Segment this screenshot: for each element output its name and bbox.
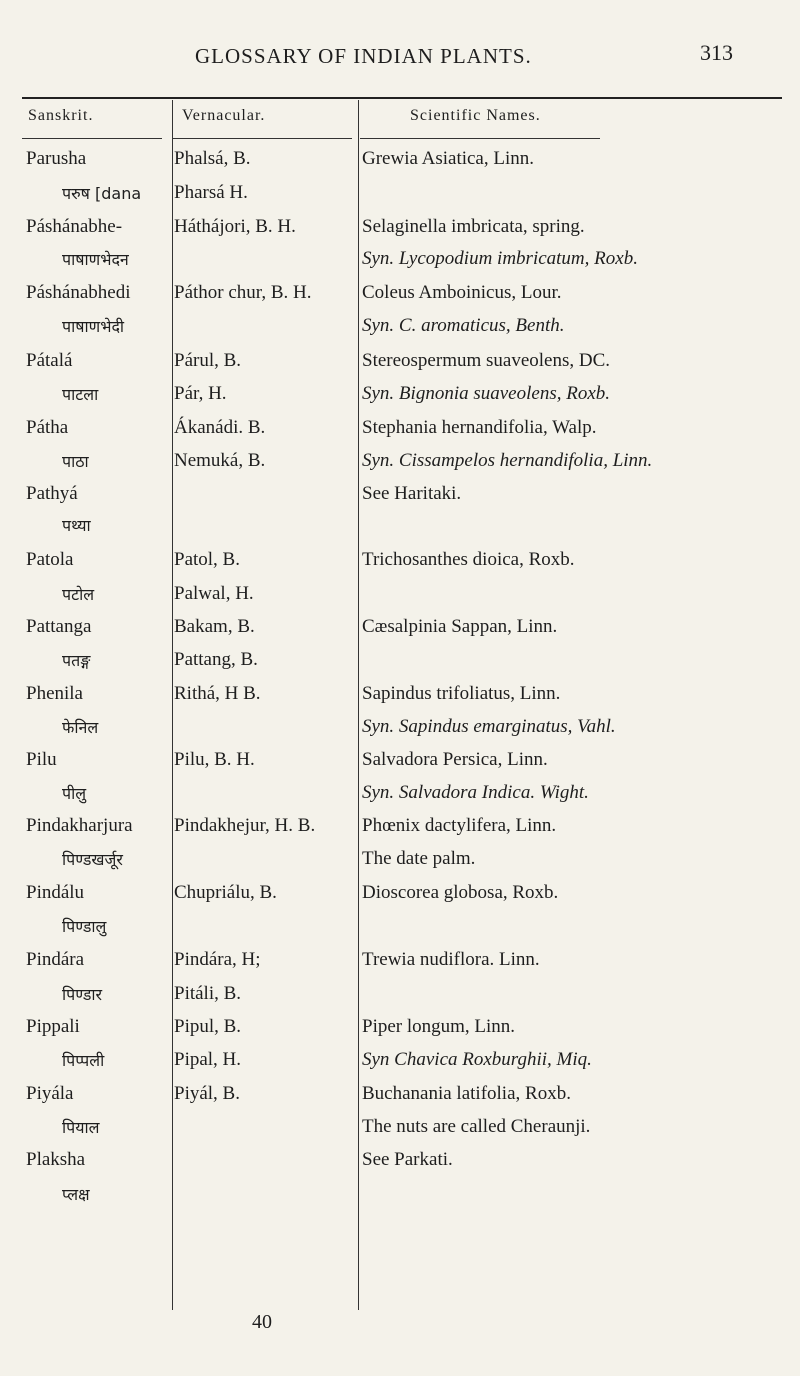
cell-vernacular: Phalsá, B.	[174, 148, 251, 169]
cell-scientific: Trewia nudiflora. Linn.	[362, 949, 540, 970]
cell-scientific: Sapindus trifoliatus, Linn.	[362, 683, 561, 704]
cell-sanskrit: पिण्डखर्जूर	[62, 850, 123, 869]
cell-vernacular: Pindára, H;	[174, 949, 261, 970]
cell-vernacular: Nemuká, B.	[174, 450, 266, 471]
cell-sanskrit: पिण्डार	[62, 985, 103, 1004]
cell-sanskrit: Páshánabhedi	[26, 282, 131, 303]
column-divider-1	[172, 100, 173, 1310]
cell-sanskrit: पियाल	[62, 1118, 100, 1137]
cell-sanskrit: पटोल	[62, 585, 95, 604]
cell-vernacular: Háthájori, B. H.	[174, 216, 296, 237]
cell-sanskrit: परुष [dana	[62, 184, 142, 203]
cell-scientific: Stephania hernandifolia, Walp.	[362, 417, 597, 438]
cell-sanskrit: पाठा	[62, 452, 89, 471]
cell-vernacular: Pilu, B. H.	[174, 749, 255, 770]
column-divider-2	[358, 100, 359, 1310]
cell-vernacular: Pipul, B.	[174, 1016, 242, 1037]
cell-vernacular: Páthor chur, B. H.	[174, 282, 312, 303]
cell-scientific: The nuts are called Cheraunji.	[362, 1116, 591, 1137]
cell-sanskrit: Pátalá	[26, 350, 73, 371]
cell-scientific: Coleus Amboinicus, Lour.	[362, 282, 562, 303]
cell-sanskrit: Pippali	[26, 1016, 80, 1037]
cell-scientific: Syn. Bignonia suaveolens, Roxb.	[362, 383, 611, 404]
cell-vernacular: Rithá, H B.	[174, 683, 261, 704]
cell-vernacular: Piyál, B.	[174, 1083, 240, 1104]
cell-sanskrit: पिण्डालु	[62, 917, 107, 936]
cell-scientific: Syn. Salvadora Indica. Wight.	[362, 782, 589, 803]
cell-vernacular: Pharsá H.	[174, 182, 248, 203]
cell-vernacular: Bakam, B.	[174, 616, 255, 637]
cell-sanskrit: Pindakharjura	[26, 815, 133, 836]
cell-scientific: Syn Chavica Roxburghii, Miq.	[362, 1049, 592, 1070]
cell-sanskrit: पीलु	[62, 784, 87, 803]
cell-scientific: Selaginella imbricata, spring.	[362, 216, 585, 237]
cell-scientific: Syn. C. aromaticus, Benth.	[362, 315, 565, 336]
cell-scientific: The date palm.	[362, 848, 476, 869]
cell-vernacular: Palwal, H.	[174, 583, 254, 604]
cell-sanskrit: Pilu	[26, 749, 57, 770]
cell-scientific: Cæsalpinia Sappan, Linn.	[362, 616, 558, 637]
cell-scientific: Dioscorea globosa, Roxb.	[362, 882, 559, 903]
cell-vernacular: Ákanádi. B.	[174, 417, 266, 438]
cell-sanskrit: Pathyá	[26, 483, 78, 504]
cell-scientific: Phœnix dactylifera, Linn.	[362, 815, 557, 836]
cell-scientific: See Haritaki.	[362, 483, 462, 504]
cell-scientific: Syn. Lycopodium imbricatum, Roxb.	[362, 248, 638, 269]
cell-sanskrit: Pindára	[26, 949, 85, 970]
cell-sanskrit: Patola	[26, 549, 74, 570]
cell-scientific: Syn. Sapindus emarginatus, Vahl.	[362, 716, 616, 737]
cell-sanskrit: Piyála	[26, 1083, 74, 1104]
header-rule-2	[172, 138, 352, 139]
cell-vernacular: Pár, H.	[174, 383, 227, 404]
cell-vernacular: Chupriálu, B.	[174, 882, 277, 903]
cell-vernacular: Pattang, B.	[174, 649, 258, 670]
cell-sanskrit: पथ्या	[62, 516, 91, 535]
cell-scientific: Buchanania latifolia, Roxb.	[362, 1083, 571, 1104]
cell-sanskrit: पिप्पली	[62, 1051, 105, 1070]
header-rule-1	[22, 138, 162, 139]
cell-sanskrit: पाटला	[62, 385, 99, 404]
header-rule-3	[360, 138, 600, 139]
cell-sanskrit: Phenila	[26, 683, 83, 704]
cell-vernacular: Pitáli, B.	[174, 983, 242, 1004]
page-number: 313	[700, 40, 733, 65]
cell-sanskrit: प्लक्ष	[62, 1185, 90, 1204]
signature-number: 40	[252, 1311, 272, 1333]
cell-scientific: See Parkati.	[362, 1149, 453, 1170]
top-rule	[22, 97, 782, 99]
cell-scientific: Stereospermum suaveolens, DC.	[362, 350, 611, 371]
cell-vernacular: Pindakhejur, H. B.	[174, 815, 316, 836]
cell-sanskrit: पतङ्ग	[62, 651, 91, 670]
cell-scientific: Syn. Cissampelos hernandifolia, Linn.	[362, 450, 653, 471]
column-header-sanskrit: Sanskrit.	[28, 107, 94, 124]
cell-scientific: Grewia Asiatica, Linn.	[362, 148, 535, 169]
cell-vernacular: Párul, B.	[174, 350, 242, 371]
cell-scientific: Salvadora Persica, Linn.	[362, 749, 548, 770]
cell-sanskrit: फेनिल	[62, 718, 99, 737]
cell-sanskrit: पाषाणभेदी	[62, 317, 125, 336]
page-title: GLOSSARY OF INDIAN PLANTS.	[195, 44, 532, 68]
cell-sanskrit: Parusha	[26, 148, 87, 169]
cell-vernacular: Pipal, H.	[174, 1049, 242, 1070]
cell-scientific: Piper longum, Linn.	[362, 1016, 516, 1037]
cell-vernacular: Patol, B.	[174, 549, 240, 570]
cell-sanskrit: Pindálu	[26, 882, 85, 903]
cell-sanskrit: Plaksha	[26, 1149, 86, 1170]
cell-sanskrit: Pattanga	[26, 616, 92, 637]
column-header-vernacular: Vernacular.	[182, 107, 266, 124]
column-header-scientific: Scientific Names.	[410, 107, 541, 124]
cell-sanskrit: पाषाणभेदन	[62, 250, 129, 269]
cell-scientific: Trichosanthes dioica, Roxb.	[362, 549, 575, 570]
cell-sanskrit: Pátha	[26, 417, 69, 438]
cell-sanskrit: Páshánabhe-	[26, 216, 123, 237]
